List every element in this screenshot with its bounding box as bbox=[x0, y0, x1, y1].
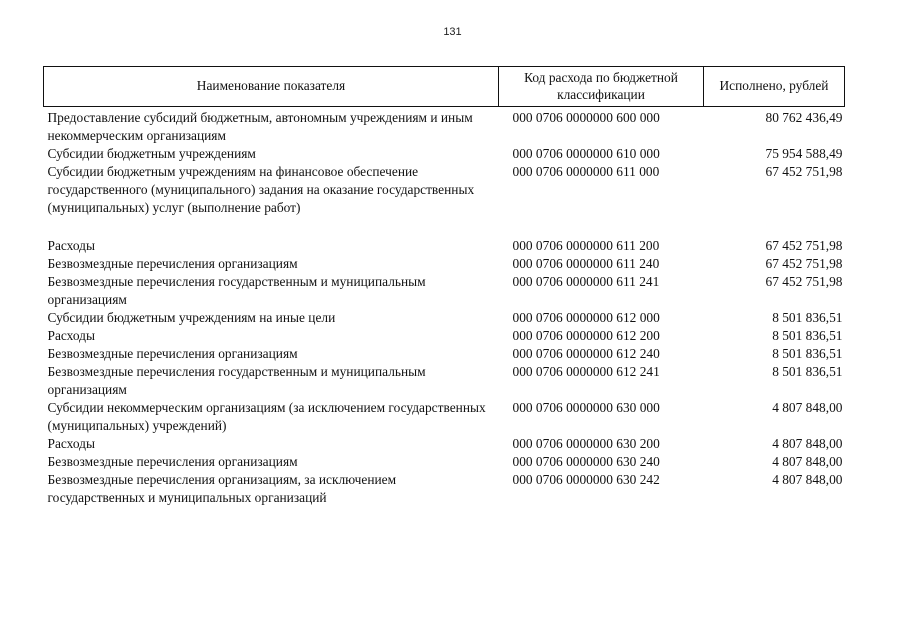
row-executed-amount: 4 807 848,00 bbox=[772, 472, 843, 487]
header-indicator-name: Наименование показателя bbox=[44, 67, 499, 107]
row-executed-amount: 75 954 588,49 bbox=[765, 146, 843, 161]
row-indicator-name: Субсидии бюджетным учреждениям bbox=[47, 146, 256, 161]
row-expense-code: 000 0706 0000000 611 241 bbox=[512, 274, 660, 289]
row-expense-code: 000 0706 0000000 612 000 bbox=[512, 310, 660, 325]
row-indicator-name: Субсидии бюджетным учреждениям на иные цели bbox=[47, 310, 336, 325]
row-indicator-name: Безвозмездные перечисления организациям bbox=[47, 256, 298, 271]
row-expense-code: 000 0706 0000000 630 240 bbox=[512, 454, 660, 469]
row-indicator-name: Безвозмездные перечисления государственным и муниципальным организациям bbox=[47, 274, 426, 307]
table-row bbox=[44, 327, 845, 345]
table-row bbox=[44, 471, 845, 507]
table-body bbox=[44, 107, 845, 508]
row-executed-amount: 4 807 848,00 bbox=[772, 400, 843, 415]
table-row bbox=[44, 363, 845, 399]
row-executed-amount: 67 452 751,98 bbox=[765, 164, 843, 179]
row-expense-code: 000 0706 0000000 610 000 bbox=[512, 146, 660, 161]
header-executed-amount: Исполнено, рублей bbox=[704, 67, 845, 107]
spacer-row bbox=[44, 217, 845, 237]
row-expense-code: 000 0706 0000000 612 240 bbox=[512, 346, 660, 361]
row-expense-code: 000 0706 0000000 630 000 bbox=[512, 400, 660, 415]
row-executed-amount: 67 452 751,98 bbox=[765, 274, 843, 289]
row-indicator-name: Субсидии некоммерческим организациям (за исключением государственных (муниципальных) учреждений) bbox=[47, 400, 486, 433]
row-expense-code: 000 0706 0000000 600 000 bbox=[512, 110, 660, 125]
row-expense-code: 000 0706 0000000 611 000 bbox=[512, 164, 660, 179]
row-expense-code: 000 0706 0000000 630 242 bbox=[512, 472, 660, 487]
row-executed-amount: 8 501 836,51 bbox=[772, 328, 843, 343]
table-header bbox=[44, 67, 845, 107]
row-indicator-name: Безвозмездные перечисления государственным и муниципальным организациям bbox=[47, 364, 426, 397]
row-indicator-name: Предоставление субсидий бюджетным, автономным учреждениям и иным некоммерческим организациям bbox=[47, 110, 473, 143]
row-expense-code: 000 0706 0000000 611 200 bbox=[512, 238, 660, 253]
table-row bbox=[44, 145, 845, 163]
row-indicator-name: Безвозмездные перечисления организациям bbox=[47, 454, 298, 469]
row-executed-amount: 80 762 436,49 bbox=[765, 110, 843, 125]
row-executed-amount: 8 501 836,51 bbox=[772, 346, 843, 361]
row-indicator-name: Безвозмездные перечисления организациям, за исключением государственных и муниципальных организаций bbox=[47, 472, 397, 505]
spacer-cell bbox=[44, 217, 499, 237]
row-executed-amount: 8 501 836,51 bbox=[772, 364, 843, 379]
row-indicator-name: Расходы bbox=[47, 436, 95, 451]
table-row bbox=[44, 163, 845, 217]
page-number: 131 bbox=[443, 26, 462, 38]
table-row bbox=[44, 399, 845, 435]
row-executed-amount: 4 807 848,00 bbox=[772, 454, 843, 469]
header-expense-code: Код расхода по бюджетной классификации bbox=[499, 67, 704, 107]
spacer-cell bbox=[704, 217, 845, 237]
table-row bbox=[44, 107, 845, 146]
table-row bbox=[44, 255, 845, 273]
table-row bbox=[44, 237, 845, 255]
row-indicator-name: Безвозмездные перечисления организациям bbox=[47, 346, 298, 361]
row-executed-amount: 67 452 751,98 bbox=[765, 256, 843, 271]
row-expense-code: 000 0706 0000000 612 241 bbox=[512, 364, 660, 379]
row-expense-code: 000 0706 0000000 630 200 bbox=[512, 436, 660, 451]
budget-execution-table bbox=[43, 66, 845, 507]
table-row bbox=[44, 273, 845, 309]
row-executed-amount: 67 452 751,98 bbox=[765, 238, 843, 253]
table-row bbox=[44, 435, 845, 453]
row-indicator-name: Субсидии бюджетным учреждениям на финансовое обеспечение государственного (муниципального) задания на оказание государственных (муниципальных) услуг (выполнение работ) bbox=[47, 164, 475, 215]
row-executed-amount: 4 807 848,00 bbox=[772, 436, 843, 451]
table-row bbox=[44, 345, 845, 363]
row-executed-amount: 8 501 836,51 bbox=[772, 310, 843, 325]
table-row bbox=[44, 453, 845, 471]
row-indicator-name: Расходы bbox=[47, 328, 95, 343]
spacer-cell bbox=[499, 217, 704, 237]
row-expense-code: 000 0706 0000000 612 200 bbox=[512, 328, 660, 343]
row-expense-code: 000 0706 0000000 611 240 bbox=[512, 256, 660, 271]
row-indicator-name: Расходы bbox=[47, 238, 95, 253]
table-row bbox=[44, 309, 845, 327]
